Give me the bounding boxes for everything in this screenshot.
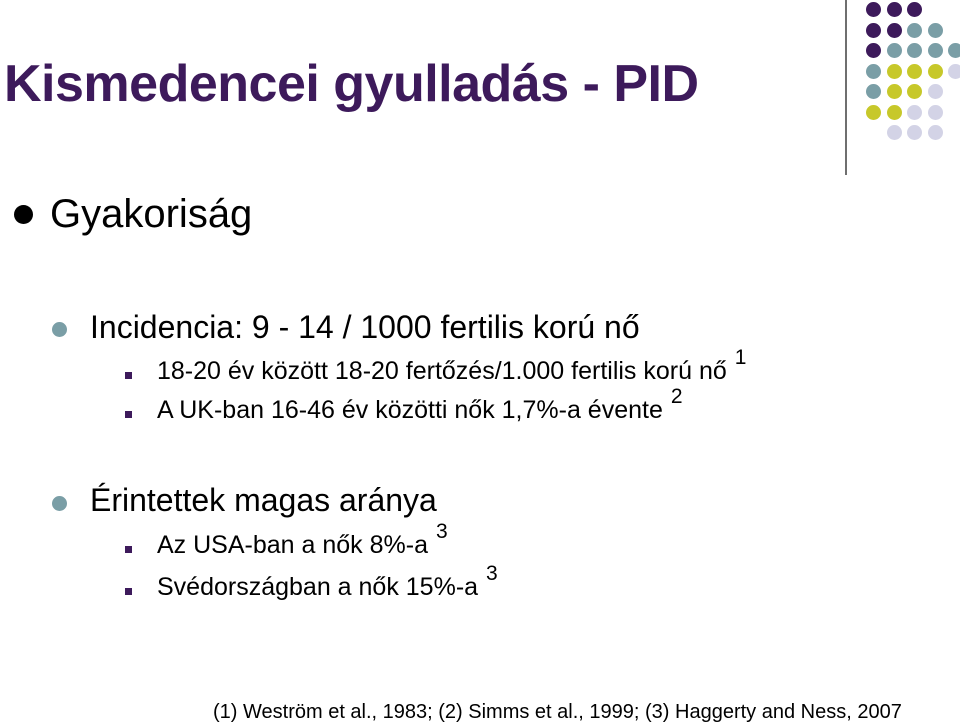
reference-number: 3 xyxy=(486,562,498,585)
decorative-dot xyxy=(907,105,922,120)
decorative-dot xyxy=(907,64,922,79)
decorative-dot xyxy=(887,2,902,17)
decorative-dot xyxy=(866,2,881,17)
decorative-dot xyxy=(907,23,922,38)
list-item-text: 18-20 év között 18-20 fertőzés/1.000 fertilis korú nő xyxy=(157,357,727,385)
decorative-dot xyxy=(887,43,902,58)
list-item-text: A UK-ban 16-46 év közötti nők 1,7%-a évente xyxy=(157,396,663,424)
list-item xyxy=(157,520,448,560)
list-item-text: Az USA-ban a nők 8%-a xyxy=(157,531,428,559)
decorative-dot xyxy=(907,2,922,17)
list-item xyxy=(157,385,683,425)
decorative-dot xyxy=(928,105,943,120)
reference-number: 3 xyxy=(435,520,448,543)
decorative-dot xyxy=(866,64,881,79)
slide-title: Kismedencei gyulladás - PID xyxy=(4,55,699,113)
decorative-dot xyxy=(948,64,960,79)
section-affected: Érintettek magas aránya xyxy=(90,482,437,518)
square-bullet-icon xyxy=(125,372,132,379)
decorative-dot xyxy=(887,105,902,120)
decorative-dot xyxy=(866,105,881,120)
decorative-dot xyxy=(887,64,902,79)
decorative-dot xyxy=(887,125,902,140)
list-item xyxy=(157,346,747,386)
references-footnote: (1) Weström et al., 1983; (2) Simms et al., 1999; (3) Haggerty and Ness, 2007 xyxy=(213,701,902,723)
decorative-dot xyxy=(928,64,943,79)
decorative-dot xyxy=(866,84,881,99)
decorative-dot xyxy=(866,23,881,38)
decorative-dot xyxy=(928,23,943,38)
decorative-dot xyxy=(928,84,943,99)
decorative-dot-grid xyxy=(858,1,958,151)
square-bullet-icon xyxy=(125,411,132,418)
decorative-dot xyxy=(866,43,881,58)
reference-number: 1 xyxy=(734,346,747,369)
section-incidence: Incidencia: 9 - 14 / 1000 fertilis korú nő xyxy=(90,309,640,345)
decorative-dot xyxy=(948,43,960,58)
square-bullet-icon xyxy=(125,588,132,595)
reference-number: 2 xyxy=(670,385,683,408)
decorative-divider xyxy=(845,0,847,175)
square-bullet-icon xyxy=(125,546,132,553)
decorative-dot xyxy=(928,43,943,58)
bullet-icon xyxy=(52,322,67,337)
decorative-dot xyxy=(887,84,902,99)
decorative-dot xyxy=(928,125,943,140)
list-item xyxy=(157,562,498,602)
decorative-dot xyxy=(907,125,922,140)
decorative-dot xyxy=(907,43,922,58)
main-bullet: Gyakoriság xyxy=(50,192,253,236)
decorative-dot xyxy=(907,84,922,99)
decorative-dot xyxy=(887,23,902,38)
bullet-icon xyxy=(14,205,33,224)
list-item-text: Svédországban a nők 15%-a xyxy=(157,573,479,601)
bullet-icon xyxy=(52,496,67,511)
